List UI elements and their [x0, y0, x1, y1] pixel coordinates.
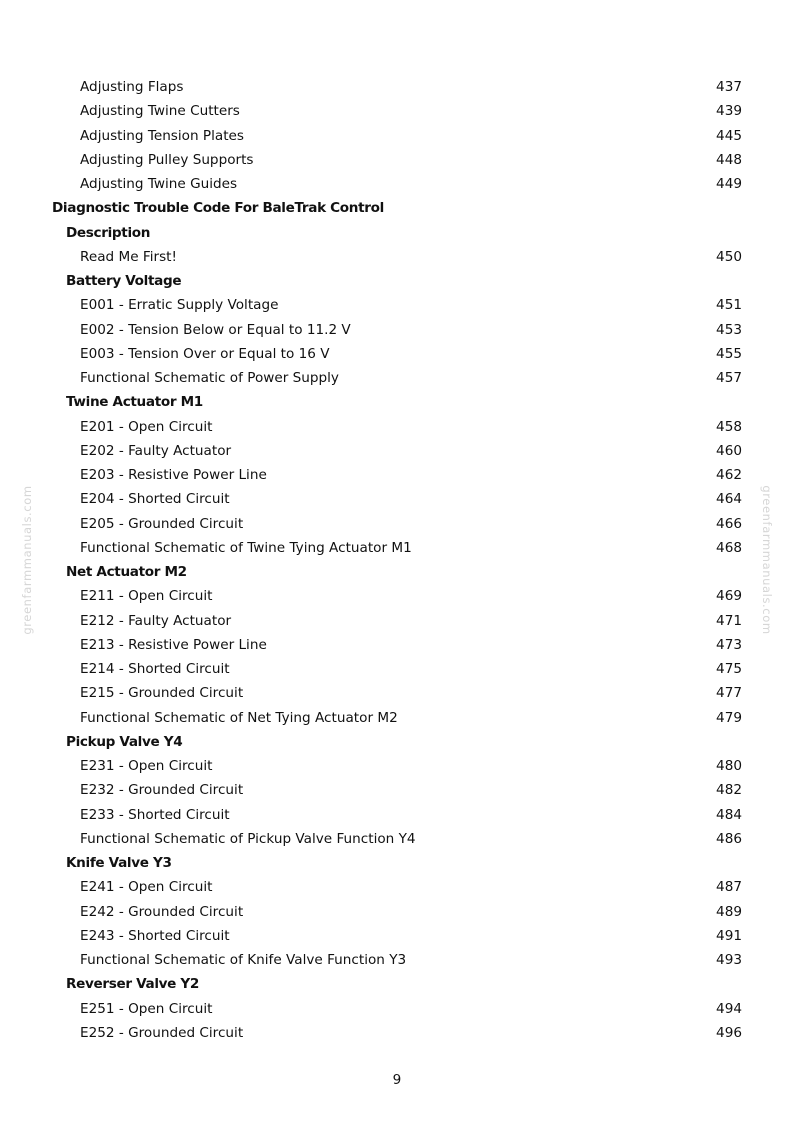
toc-entry[interactable]: [0, 657, 794, 681]
toc-entry[interactable]: [0, 924, 794, 948]
toc-entry-page: 494: [716, 1000, 742, 1017]
toc-section-heading[interactable]: [0, 196, 794, 220]
toc-entry-page: 496: [716, 1024, 742, 1041]
toc-entry[interactable]: [0, 997, 794, 1021]
toc-entry-page: 460: [716, 442, 742, 459]
toc-section-heading[interactable]: [0, 221, 794, 245]
toc-entry-label: E233 - Shorted Circuit: [80, 806, 230, 823]
toc-entry[interactable]: [0, 584, 794, 608]
toc-entry-label: E232 - Grounded Circuit: [80, 782, 244, 799]
toc-entry-label: Functional Schematic of Knife Valve Function Y3: [80, 952, 407, 968]
toc-entry[interactable]: [0, 681, 794, 705]
toc-entry[interactable]: [0, 463, 794, 487]
toc-entry-page: 477: [716, 685, 742, 702]
toc-entry-label: E242 - Grounded Circuit: [80, 903, 244, 920]
toc-entry-label: E231 - Open Circuit: [80, 758, 213, 774]
toc-entry[interactable]: [0, 512, 794, 536]
toc-entry-page: 493: [716, 952, 742, 968]
toc-entry-page: 486: [716, 830, 742, 847]
toc-section-heading[interactable]: [0, 730, 794, 754]
toc-entry-label: E001 - Erratic Supply Voltage: [80, 297, 279, 314]
toc-entry[interactable]: [0, 827, 794, 851]
toc-entry[interactable]: [0, 415, 794, 439]
toc-entry-label: Description: [66, 224, 151, 241]
toc-entry[interactable]: [0, 778, 794, 802]
toc-entry-label: Read Me First!: [80, 248, 177, 265]
toc-entry-page: 466: [716, 515, 742, 532]
toc-entry-page: 453: [716, 321, 742, 338]
toc-entry[interactable]: [0, 293, 794, 317]
toc-entry[interactable]: [0, 900, 794, 924]
toc-section-heading[interactable]: [0, 269, 794, 293]
toc-entry-label: E003 - Tension Over or Equal to 16 V: [80, 345, 330, 362]
table-of-contents: [0, 75, 794, 1045]
toc-entry-label: E215 - Grounded Circuit: [80, 685, 244, 702]
toc-entry-page: 448: [716, 151, 742, 168]
toc-entry-label: E205 - Grounded Circuit: [80, 515, 244, 532]
toc-entry-page: 445: [716, 127, 742, 144]
toc-section-heading[interactable]: [0, 851, 794, 875]
toc-entry-label: Reverser Valve Y2: [66, 976, 199, 993]
toc-entry-label: Twine Actuator M1: [66, 394, 203, 411]
toc-entry-page: 479: [716, 709, 742, 726]
toc-entry-page: 464: [716, 491, 742, 508]
toc-entry-label: Functional Schematic of Power Supply: [80, 370, 339, 386]
toc-entry-label: E204 - Shorted Circuit: [80, 491, 230, 508]
toc-entry-page: 437: [716, 79, 742, 95]
toc-entry-label: E243 - Shorted Circuit: [80, 927, 230, 944]
toc-entry-label: Pickup Valve Y4: [66, 733, 183, 750]
toc-entry-label: E203 - Resistive Power Line: [80, 467, 267, 483]
toc-entry-label: E214 - Shorted Circuit: [80, 661, 230, 677]
toc-entry[interactable]: [0, 75, 794, 99]
toc-entry[interactable]: [0, 172, 794, 196]
toc-entry-page: 482: [716, 782, 742, 799]
toc-entry-label: Adjusting Twine Cutters: [80, 103, 240, 120]
toc-entry[interactable]: [0, 536, 794, 560]
toc-entry-label: Adjusting Twine Guides: [80, 176, 238, 192]
toc-entry-label: E211 - Open Circuit: [80, 588, 213, 605]
toc-entry-page: 475: [716, 661, 742, 677]
toc-entry[interactable]: [0, 609, 794, 633]
toc-entry-page: 480: [716, 758, 742, 774]
toc-entry[interactable]: [0, 803, 794, 827]
toc-entry-page: 491: [716, 927, 742, 944]
toc-entry[interactable]: [0, 875, 794, 899]
toc-entry-label: Battery Voltage: [66, 273, 182, 289]
toc-entry[interactable]: [0, 342, 794, 366]
toc-entry[interactable]: [0, 245, 794, 269]
toc-entry[interactable]: [0, 124, 794, 148]
toc-entry[interactable]: [0, 148, 794, 172]
toc-entry-page: 469: [716, 588, 742, 605]
toc-entry-label: E202 - Faulty Actuator: [80, 442, 232, 459]
toc-entry-label: Adjusting Flaps: [80, 79, 184, 95]
toc-entry[interactable]: [0, 633, 794, 657]
toc-entry[interactable]: [0, 706, 794, 730]
toc-entry-label: Functional Schematic of Net Tying Actuator M2: [80, 709, 398, 726]
toc-entry-page: 457: [716, 370, 742, 386]
toc-entry-page: 439: [716, 103, 742, 120]
toc-section-heading[interactable]: [0, 390, 794, 414]
toc-entry[interactable]: [0, 318, 794, 342]
toc-entry-page: 468: [716, 539, 742, 556]
toc-entry[interactable]: [0, 99, 794, 123]
toc-entry-label: E212 - Faulty Actuator: [80, 612, 232, 629]
toc-entry-label: Functional Schematic of Pickup Valve Function Y4: [80, 830, 416, 847]
toc-entry-page: 489: [716, 903, 742, 920]
toc-entry-page: 449: [716, 176, 742, 192]
toc-entry-page: 471: [716, 612, 742, 629]
toc-entry-label: Adjusting Tension Plates: [80, 127, 244, 144]
toc-entry-label: Diagnostic Trouble Code For BaleTrak Control: [52, 200, 384, 217]
toc-entry[interactable]: [0, 487, 794, 511]
toc-entry-label: E213 - Resistive Power Line: [80, 636, 267, 653]
toc-entry-page: 450: [716, 248, 742, 265]
toc-entry-label: E251 - Open Circuit: [80, 1000, 213, 1017]
toc-entry-label: E252 - Grounded Circuit: [80, 1024, 244, 1041]
toc-entry-label: Net Actuator M2: [66, 564, 187, 580]
toc-entry-label: E002 - Tension Below or Equal to 11.2 V: [80, 321, 351, 338]
toc-entry[interactable]: [0, 754, 794, 778]
watermark-left: greenfarmmanuals.com: [20, 485, 34, 635]
toc-section-heading[interactable]: [0, 560, 794, 584]
toc-entry-page: 473: [716, 636, 742, 653]
toc-entry[interactable]: [0, 1021, 794, 1045]
toc-entry-label: E241 - Open Circuit: [80, 879, 213, 896]
toc-entry-label: E201 - Open Circuit: [80, 418, 213, 435]
toc-entry-page: 451: [716, 297, 742, 314]
toc-entry-label: Knife Valve Y3: [66, 855, 172, 871]
toc-entry-page: 455: [716, 345, 742, 362]
toc-entry-label: Functional Schematic of Twine Tying Actuator M1: [80, 539, 412, 556]
toc-entry-label: Adjusting Pulley Supports: [80, 151, 254, 168]
page-number: 9: [392, 1072, 402, 1088]
toc-entry-page: 458: [716, 418, 742, 435]
toc-entry[interactable]: [0, 439, 794, 463]
toc-section-heading[interactable]: [0, 972, 794, 996]
toc-entry[interactable]: [0, 948, 794, 972]
toc-entry[interactable]: [0, 366, 794, 390]
toc-entry-page: 484: [716, 806, 742, 823]
toc-entry-page: 487: [716, 879, 742, 896]
toc-entry-page: 462: [716, 467, 742, 483]
watermark-right: greenfarmmanuals.com: [760, 485, 774, 635]
